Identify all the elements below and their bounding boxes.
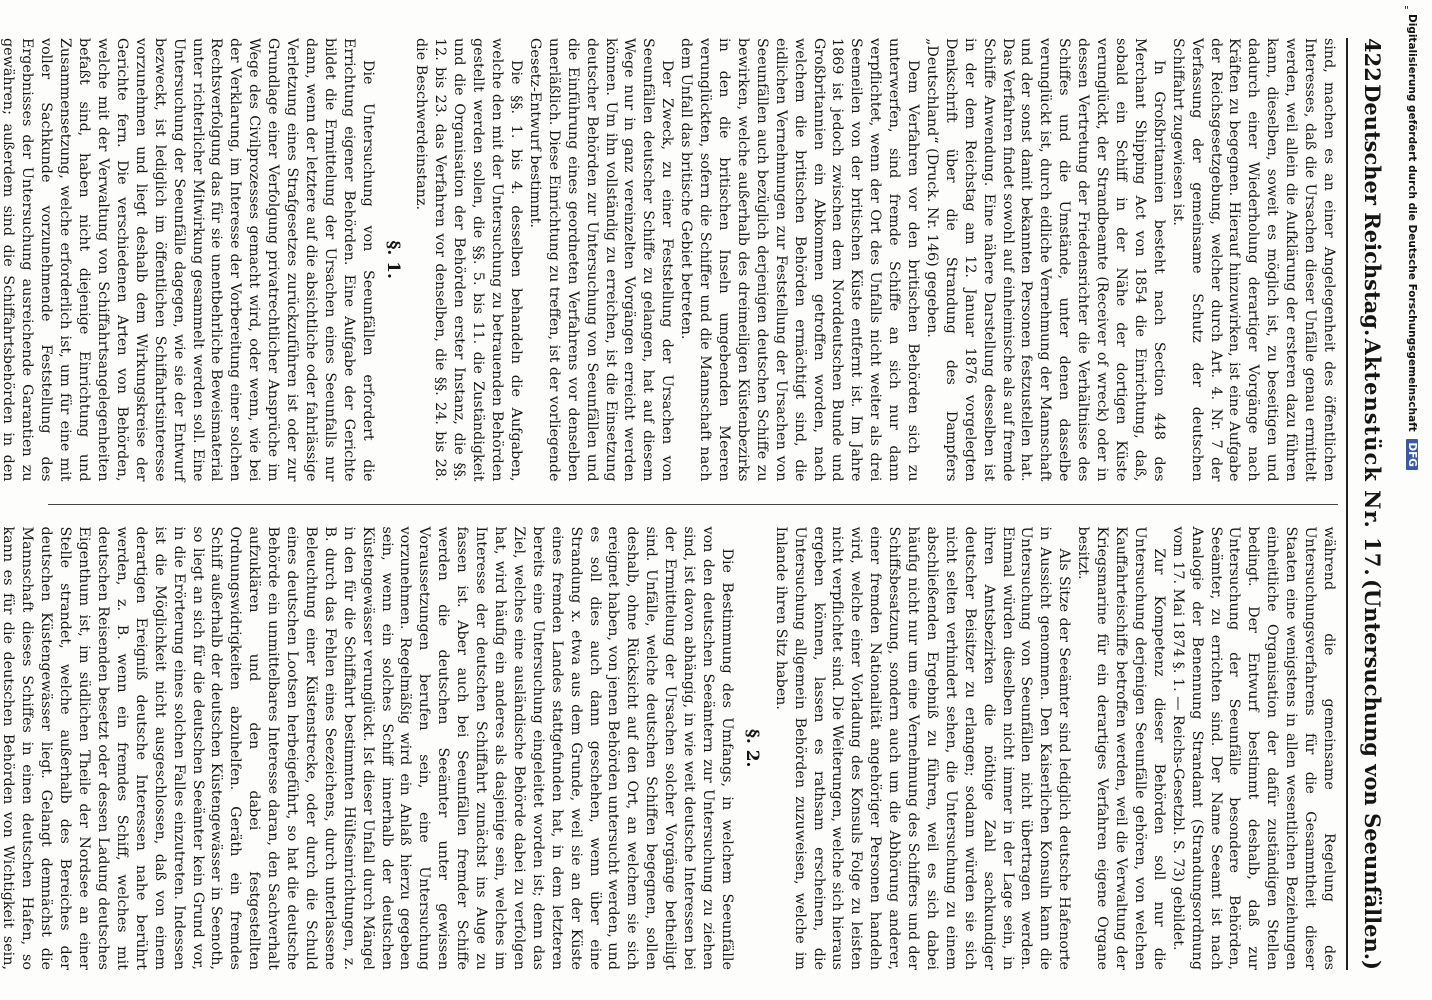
paragraph: Die §§. 1. bis 4. desselben behandeln die Aufgaben, welche den mit der Untersuchung zu betrauenden Behörden gestellt werden sollen, die §§. 5. bis 11. die Zuständigkeit und die Organisation der Behörden erster Instanz, die §§. 12. bis 23. das Verfahren vor denselben, die §§. 24. bis 28. die Beschwerdeinstanz.: [413, 38, 525, 482]
running-title: Deutscher Reichstag.: [1360, 84, 1386, 337]
right-column: [0, 526, 1338, 971]
digitization-credit: [1404, 14, 1418, 994]
paragraph: sind, machen es an einer Angelegenheit des öffentlichen Interesses, daß die Ursachen dieser Unfälle genau ermittelt werden, weil allein die Aufklärung der ersteren dazu führen kann, dieselben, soweit es möglich ist, zu beseitigen und dadurch einer Wiederholung derartiger Vorgänge nach Kräften zu begegnen. Hierauf hinzuwirken, ist eine Aufgabe der Reichsgesetzgebung, welcher durch Art. 4. Nr. 7 der Verfassung der gemeinsame Schutz der deutschen Schiffahrt zugewiesen ist.: [1169, 38, 1337, 482]
left-column: [0, 38, 1338, 482]
paragraph: Zur Kompetenz dieser Behörden soll nur die Untersuchung derjenigen Seeunfälle gehören, von welchen Kauffahrteischiffe betroffen werden, weil die Verwaltung der Kriegsmarine für ein derartiges Verfahren eigene Organe besitzt.: [1075, 526, 1167, 970]
paragraph: Dem Verfahren vor den britischen Behörden sich zu unterwerfen, sind fremde Schiffe an sich nur dann verpflichtet, wenn der Ort des Unfalls nicht weiter als drei Seemeilen von der britischen Küste entfernt ist. Im Jahre 1869 ist jedoch zwischen dem Norddeutschen Bunde und Großbritannien ein Abkommen getroffen worden, nach welchem die britischen Behörden ermächtigt sind, die eidlichen Vernehmungen zur Feststellung der Ursachen von Seeunfällen auch bezüglich derjenigen deutschen Schiffe zu bewirken, welche außerhalb des dreimeiligen Küstenbezirks in den die britischen Inseln umgebenden Meeren verunglückten, sofern die Schiffer und die Mannschaft nach dem Unfall das britische Gebiet betreten.: [678, 38, 922, 482]
section-heading: §. 1.: [382, 240, 403, 279]
rotated-document-page: [0, 28, 1396, 980]
page-header: [1350, 28, 1396, 980]
credit-text: Digitalisierung gefördert durch die Deutsche Forschungsgemeinschaft: [1406, 14, 1418, 432]
scan-mark: ": [1404, 4, 1410, 17]
paragraph: während die gemeinsame Regelung des Untersuchungsverfahrens für die Gesammtheit dieser Staaten eine wenigstens in allen wesentlichen Beziehungen einheitliche Organisation der dafür zuständigen Stellen bedingt. Der Entwurf bestimmt deshalb, daß zur Untersuchung der Seeunfälle besondere Behörden, Seeämter, zu errichten sind. Der Name Seeamt ist nach Analogie der Benennung Strandamt (Strandungsordnung vom 17. Mai 1874 §. 1. — Reichs-Gesetzbl. S. 73) gebildet.: [1169, 526, 1337, 970]
document-subject: (Untersuchung von Seeunfällen.): [1360, 578, 1386, 970]
paragraph: Die Untersuchung von Seeunfällen erfordert die Errichtung eigener Behörden. Eine Aufgabe der Gerichte bildet die Ermittelung der Ursachen eines Seeunfalls nur dann, wenn der letztere auf die absichtliche oder fahrlässige Verletzung eines Strafgesetzes zurückzuführen ist oder zur Grundlage einer Verfolgung privatrechtlicher Ansprüche im Wege des Civilprozesses gemacht wird, oder wenn, wie bei der Verklarung, im Interesse der Vorbereitung einer solchen Rechtsverfolgung das für sie unentbehrliche Beweismaterial unter richterlicher Mitwirkung gesammelt werden soll. Eine Untersuchung der Seeunfälle dagegen, wie sie der Entwurf bezweckt, ist lediglich im öffentlichen Schiffahrtsinteresse vorzunehmen und liegt deshalb dem Wirkungskreise der Gerichte fern. Die verschiedenen Arten von Behörden, welche mit der Verwaltung von Schiffahrtsangelegenheiten befaßt sind, haben nicht diejenige Einrichtung und Zusammensetzung, welche erforderlich ist, um für eine mit voller Sachkunde vorzunehmende Feststellung des Ergebnisses der Untersuchung ausreichende Garantien zu gewähren; außerdem sind die Schiffahrtsbehörden in den: [0, 38, 376, 482]
paragraph: Der Zweck, zu einer Feststellung der Ursachen von Seeunfällen deutscher Schiffe zu gelangen, hat auf diesem Wege nur in ganz vereinzelten Vorgängen erreicht werden können. Um ihn vollständig zu erreichen, ist die Einsetzung deutscher Behörden zur Untersuchung von Seeunfällen und die Einführung eines geordneten Verfahrens vor denselben unerläßlich. Diese Einrichtung zu treffen, ist der vorliegende Gesetz-Entwurf bestimmt.: [526, 38, 676, 482]
text-columns: [0, 38, 1338, 971]
paragraph: Die Bestimmung des Umfangs, in welchem Seeunfälle von den deutschen Seeämtern zur Untersuchung zu ziehen sind, ist davon abhängig, in wie weit deutsche Interessen bei der Ermittelung der Ursachen solcher Vorgänge betheiligt sind. Unfälle, welche deutschen Schiffen begegnen, sollen deshalb, ohne Rücksicht auf den Ort, an welchem sie sich ereignet haben, von jenen Behörden untersucht werden, und es soll dies auch dann geschehen, wenn über eine Strandung x. etwa aus dem Grunde, weil sie an der Küste eines fremden Landes stattgefunden hat, in dem letzteren bereits eine Untersuchung eingeleitet worden ist; denn das Ziel, welches eine ausländische Behörde dabei zu verfolgen hat, wird häufig ein anderes als dasjenige sein, welches im Interesse der deutschen Schiffahrt zunächst ins Auge zu fassen ist. Aber auch bei Seeunfällen fremder Schiffe werden die deutschen Seeämter unter gewissen Voraussetzungen berufen sein, eine Untersuchung vorzunehmen. Regelmäßig wird ein Anlaß hierzu gegeben sein, wenn ein solches Schiff innerhalb der deutschen Küstengewässer verunglückt. Ist dieser Unfall durch Mängel in den für die Schiffahrt bestimmten Hülfseinrichtungen, z. B. durch das Fehlen eines Seezeichens, durch unterlassene Beleuchtung einer Küstenstrecke, oder durch die Schuld eines deutschen Lootsen herbeigeführt, so hat die deutsche Behörde ein unmittelbares Interesse daran, den Sachverhalt aufzuklären und den dabei festgestellten Ordnungswidrigkeiten abzuhelfen. Geräth ein fremdes Schiff außerhalb der deutschen Küstengewässer in Seenoth, so liegt an sich für die deutschen Seeämter kein Grund vor, in die Erörterung eines solchen Falles einzutreten. Indessen ist die Möglichkeit nicht ausgeschlossen, daß von einem derartigen Ereigniß deutsche Interessen nahe berührt werden, z. B. wenn ein fremdes Schiff, welches mit deutschen Reisenden besetzt oder dessen Ladung deutsches Eigenthum ist, im südlichen Theile der Nordsee an einer Stelle strandet, welche außerhalb des Bereiches der deutschen Küstengewässer liegt. Gelangt demnächst die Mannschaft dieses Schiffes in einen deutschen Hafen, so kann es für die deutschen Behörden von Wichtigkeit sein,: [0, 526, 735, 971]
paragraph: In Großbritannien besteht nach Section 448 des Merchant Shipping Act von 1854 die Einrichtung, daß, sobald ein Schiff in der Nähe der dortigen Küste verunglückt, der Strandbeamte (Receiver of wreck) oder in dessen Vertretung der Friedensrichter die Verhältnisse des Schiffes und die Umstände, unter denen dasselbe verunglückt ist, durch eidliche Vernehmung der Mannschaft und der sonst damit bekannten Personen festzustellen hat. Das Verfahren findet sowohl auf einheimische als auf fremde Schiffe Anwendung. Eine nähere Darstellung desselben ist in der dem Reichstag am 12. Januar 1876 vorgelegten Denkschrift über die Strandung des Dampfers „Deutschland“ (Druck. Nr. 146) gegeben.: [923, 38, 1167, 482]
document-number: Aktenstück Nr. 17.: [1360, 338, 1386, 577]
dfg-logo: DFG: [1406, 439, 1418, 470]
column-divider: [48, 504, 1338, 505]
page-number: 422: [1360, 38, 1386, 82]
section-heading: §. 2.: [741, 729, 762, 768]
paragraph: Als Sitze der Seeämter sind lediglich deutsche Hafenorte in Aussicht genommen. Den Kaiserlichen Konsuln kann die Untersuchung von Seeunfällen nicht übertragen werden. Einmal würden dieselben nicht immer in der Lage sein, in ihren Amtsbezirken die nöthige Zahl sachkundiger deutscher Beisitzer zu erlangen; sodann würden sie sich nicht selten verhindert sehen, die Untersuchung zu einem abschließenden Ergebniß zu führen, weil es sich dabei häufig nicht nur um eine Vernehmung des Schiffers und der Schiffsbesatzung, sondern auch um die Abhörung anderer, einer fremden Nationalität angehöriger Personen handeln wird, welche einer Vorladung des Konsuls Folge zu leisten nicht verpflichtet sind. Die Weiterungen, welche sich hieraus ergeben können, lassen es rathsam erscheinen, die Untersuchung allgemein Behörden zuzuweisen, welche im Inlande ihren Sitz haben.: [772, 526, 1073, 970]
header-rule: [1346, 38, 1348, 970]
